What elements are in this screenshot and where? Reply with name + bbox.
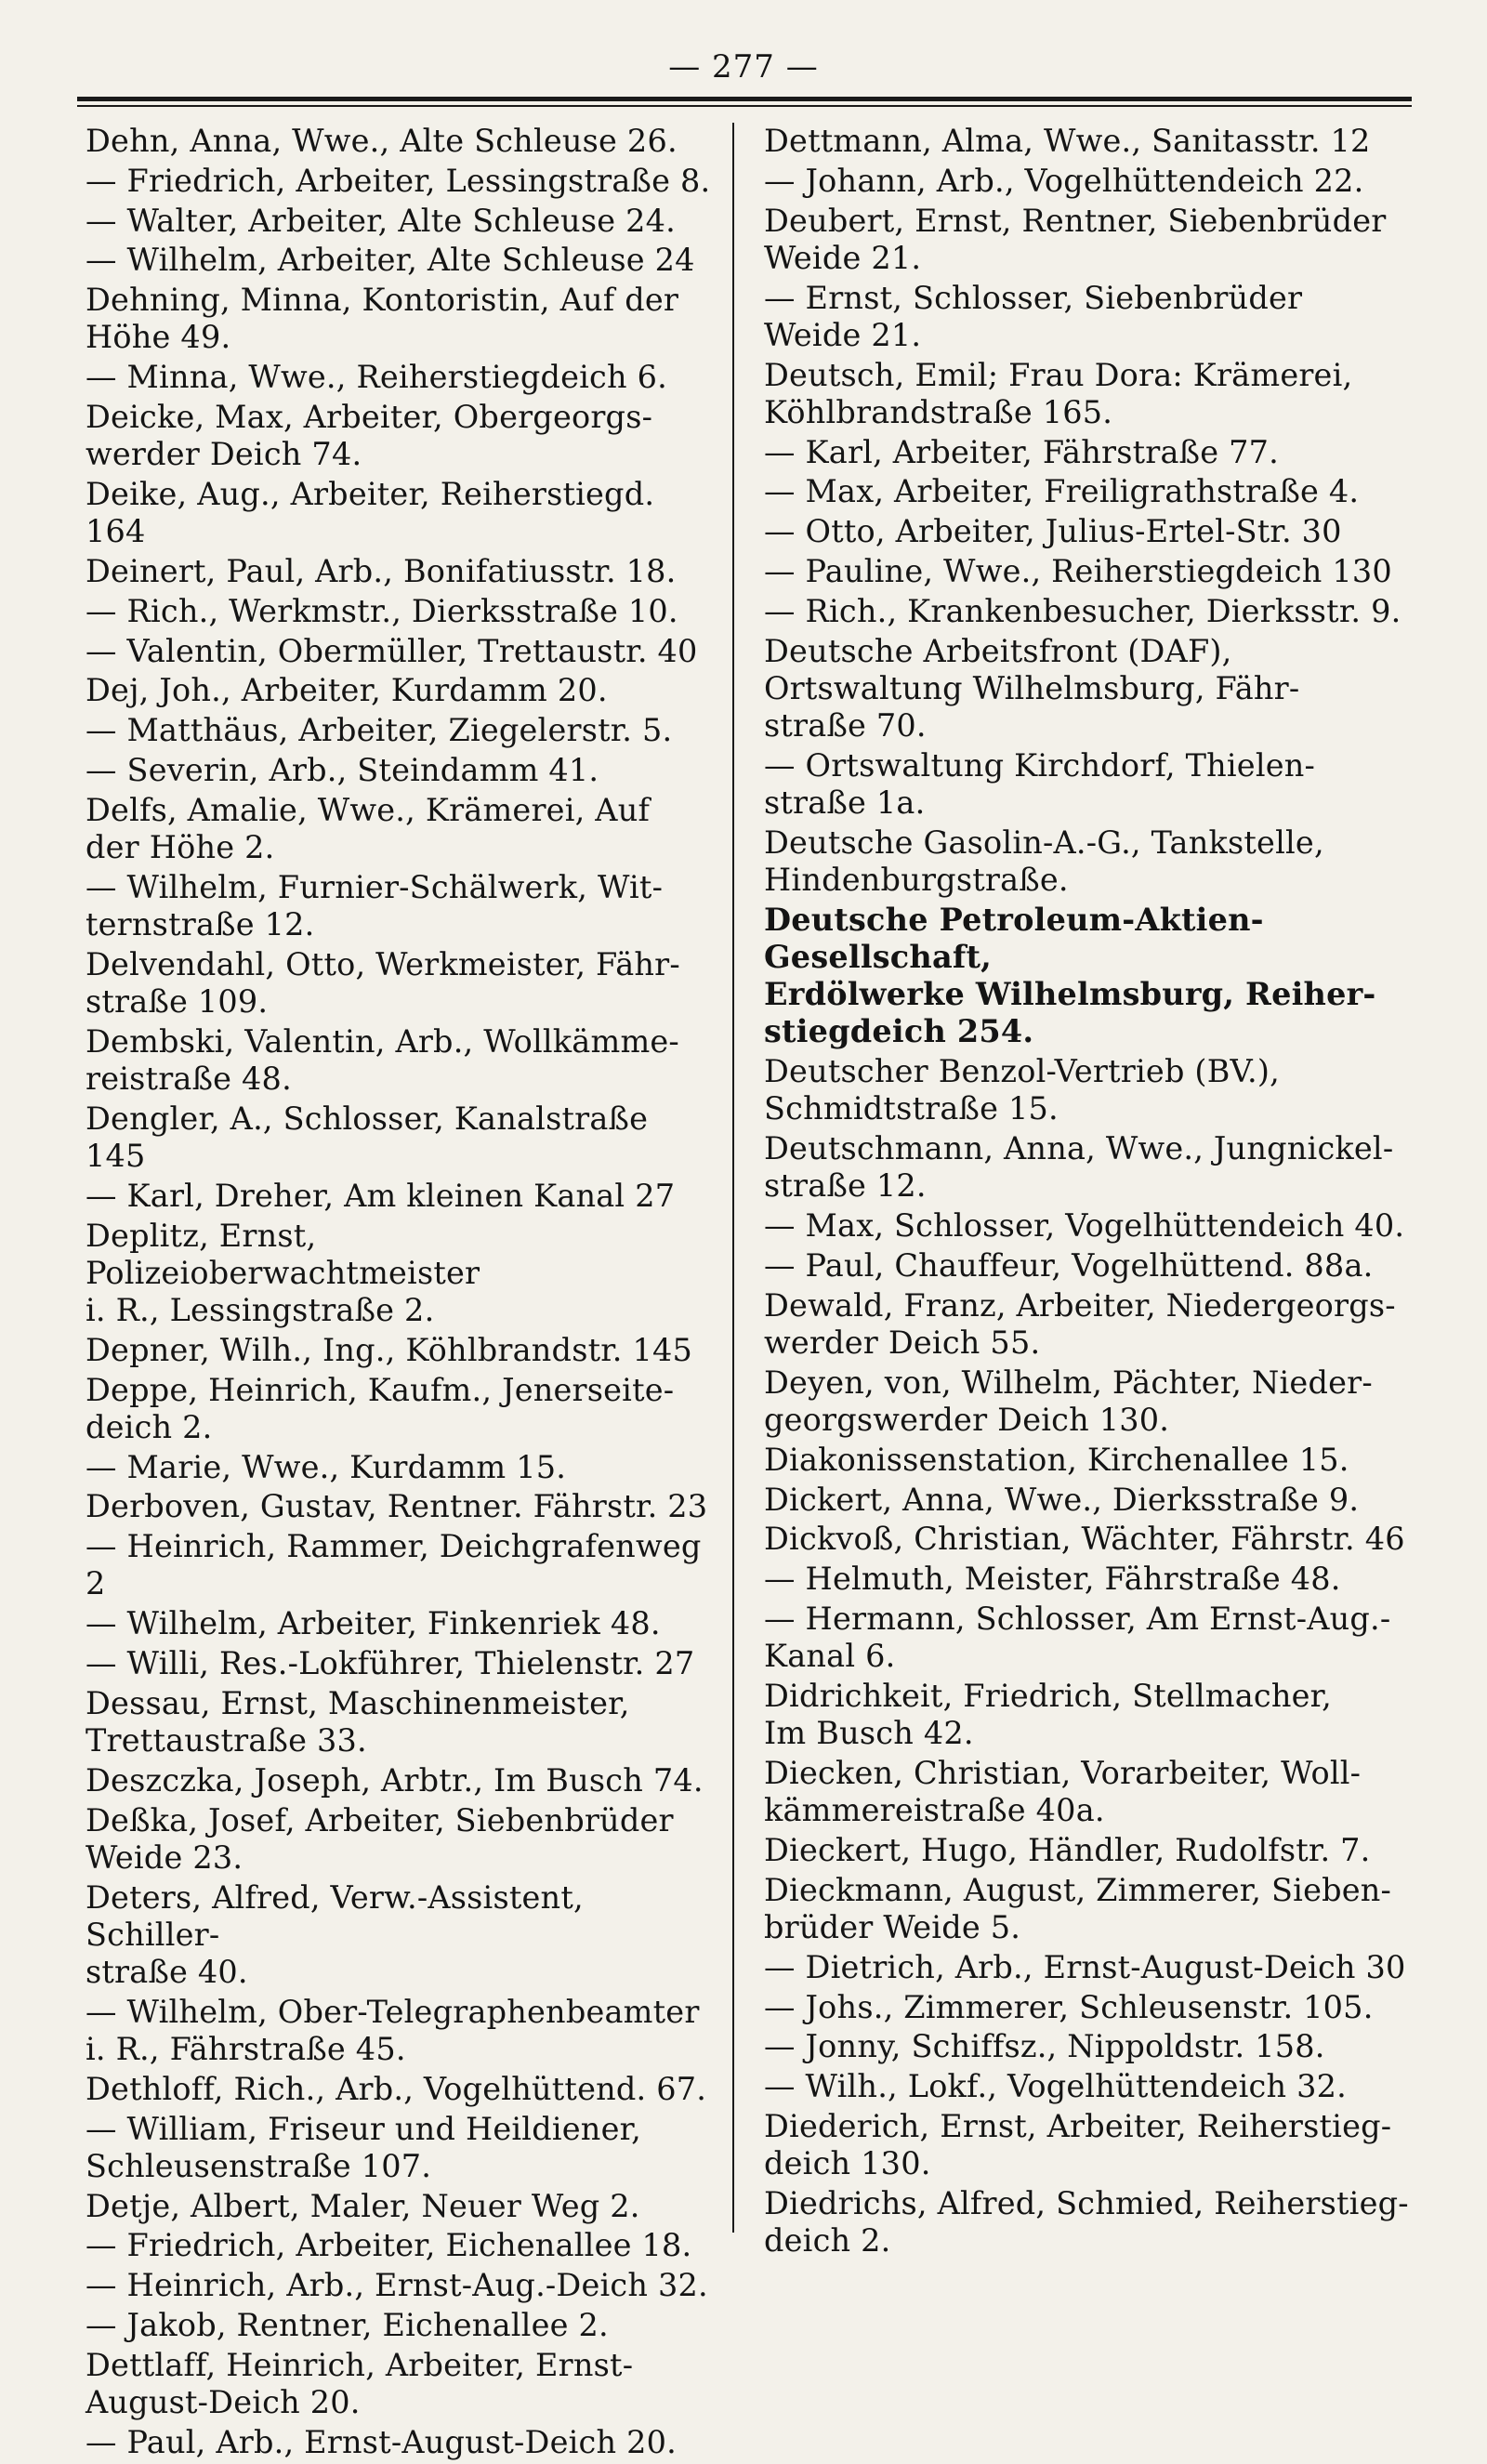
- directory-entry: Deppe, Heinrich, Kaufm., Jenerseite- deich 2.: [86, 1371, 675, 1445]
- directory-entry: — Friedrich, Arbeiter, Eichenallee 18.: [86, 2227, 692, 2264]
- directory-entry: Dewald, Franz, Arbeiter, Niedergeorgs- werder Deich 55.: [764, 1286, 1396, 1361]
- directory-entry: Delfs, Amalie, Wwe., Krämerei, Auf der Höhe 2.: [86, 791, 651, 865]
- directory-entry: Derboven, Gustav, Rentner. Fährstr. 23: [86, 1488, 708, 1525]
- directory-entry: — Helmuth, Meister, Fährstraße 48.: [764, 1561, 1341, 1598]
- directory-entry: Diederich, Ernst, Arbeiter, Reiherstieg- deich 130.: [764, 2107, 1392, 2182]
- directory-entry: Diakonissenstation, Kirchenallee 15.: [764, 1441, 1349, 1478]
- directory-entry: — Otto, Arbeiter, Julius-Ertel-Str. 30: [764, 513, 1342, 550]
- directory-entry: Dickvoß, Christian, Wächter, Fährstr. 46: [764, 1521, 1405, 1558]
- directory-entry: Deinert, Paul, Arb., Bonifatiusstr. 18.: [86, 552, 677, 589]
- directory-entry: — Wilhelm, Arbeiter, Finkenriek 48.: [86, 1605, 661, 1642]
- directory-entry: — Karl, Dreher, Am kleinen Kanal 27: [86, 1177, 676, 1214]
- directory-entry: Didrichkeit, Friedrich, Stellmacher, Im Busch 42.: [764, 1677, 1333, 1752]
- directory-entry: — Karl, Arbeiter, Fährstraße 77.: [764, 433, 1279, 470]
- directory-entry: — Heinrich, Arb., Ernst-Aug.-Deich 32.: [86, 2267, 708, 2304]
- directory-entry: — Willi, Res.-Lokführer, Thielenstr. 27: [86, 1644, 695, 1681]
- directory-entry: — Pauline, Wwe., Reiherstiegdeich 130: [764, 552, 1392, 589]
- right-column: [764, 123, 1415, 2262]
- directory-entry: Dehning, Minna, Kontoristin, Auf der Höhe 49.: [86, 282, 679, 356]
- directory-entry: Dieckert, Hugo, Händler, Rudolfstr. 7.: [764, 1831, 1371, 1868]
- directory-entry: — Hermann, Schlosser, Am Ernst-Aug.- Kanal 6.: [764, 1600, 1391, 1675]
- directory-entry: Dethloff, Rich., Arb., Vogelhüttend. 67.: [86, 2070, 707, 2107]
- directory-entry: — Dietrich, Arb., Ernst-August-Deich 30: [764, 1948, 1406, 1985]
- directory-entry: Dehn, Anna, Wwe., Alte Schleuse 26.: [86, 123, 678, 159]
- directory-entry: — Wilhelm, Ober-Telegraphenbeamter i. R., Fährstraße 45.: [86, 1993, 700, 2067]
- directory-entry: Dettlaff, Heinrich, Arbeiter, Ernst- August-Deich 20.: [86, 2346, 634, 2420]
- directory-entry: — Max, Schlosser, Vogelhüttendeich 40.: [764, 1207, 1405, 1245]
- directory-entry: Deszczka, Joseph, Arbtr., Im Busch 74.: [86, 1761, 704, 1799]
- directory-entry: — Rich., Werkmstr., Dierksstraße 10.: [86, 592, 678, 629]
- directory-entry: — Minna, Wwe., Reiherstiegdeich 6.: [86, 359, 668, 396]
- left-column: [86, 123, 717, 2464]
- directory-entry: Dej, Joh., Arbeiter, Kurdamm 20.: [86, 672, 608, 709]
- directory-entry: Deutscher Benzol-Vertrieb (BV.), Schmidtstraße 15.: [764, 1053, 1281, 1127]
- directory-entry: — Jonny, Schiffsz., Nippoldstr. 158.: [764, 2028, 1325, 2065]
- directory-entry: Deplitz, Ernst, Polizeioberwachtmeister i. R., Lessingstraße 2.: [86, 1217, 480, 1328]
- directory-entry: Deutsch, Emil; Frau Dora: Krämerei, Köhlbrandstraße 165.: [764, 356, 1353, 430]
- directory-entry: Deike, Aug., Arbeiter, Reiherstiegd. 164: [86, 475, 655, 550]
- directory-entry: — William, Friseur und Heildiener, Schleusenstraße 107.: [86, 2110, 641, 2184]
- directory-entry: — Max, Arbeiter, Freiligrathstraße 4.: [764, 473, 1360, 510]
- directory-entry: Deters, Alfred, Verw.-Assistent, Schiller- straße 40.: [86, 1878, 584, 1990]
- directory-entry: Dickert, Anna, Wwe., Dierksstraße 9.: [764, 1481, 1360, 1518]
- page-number: — 277 —: [668, 48, 819, 86]
- directory-entry: — Friedrich, Arbeiter, Lessingstraße 8.: [86, 162, 711, 199]
- directory-entry: — Paul, Arb., Ernst-August-Deich 20.: [86, 2423, 677, 2460]
- directory-entry: Dembski, Valentin, Arb., Wollkämme- reistraße 48.: [86, 1022, 679, 1097]
- directory-entry: — Johs., Zimmerer, Schleusenstr. 105.: [764, 1988, 1374, 2025]
- directory-entry: Dieckmann, August, Zimmerer, Sieben- brüder Weide 5.: [764, 1871, 1392, 1945]
- directory-entry: — Ernst, Schlosser, Siebenbrüder Weide 21.: [764, 279, 1303, 353]
- directory-entry: Deutsche Arbeitsfront (DAF), Ortswaltung Wilhelmsburg, Fähr- straße 70.: [764, 632, 1300, 744]
- directory-entry: Detje, Albert, Maler, Neuer Weg 2.: [86, 2187, 640, 2224]
- header-rule-thin: [77, 105, 1412, 107]
- directory-entry: Deßka, Josef, Arbeiter, Siebenbrüder Weide 23.: [86, 1801, 674, 1876]
- directory-entry: — Matthäus, Arbeiter, Ziegelerstr. 5.: [86, 712, 673, 749]
- directory-entry: — Ortswaltung Kirchdorf, Thielen- straße 1a.: [764, 746, 1316, 821]
- directory-entry: — Paul, Chauffeur, Vogelhüttend. 88a.: [764, 1246, 1374, 1284]
- directory-entry: Dengler, A., Schlosser, Kanalstraße 145: [86, 1100, 649, 1174]
- directory-entry: — Walter, Arbeiter, Alte Schleuse 24.: [86, 202, 676, 239]
- directory-entry: — Rich., Krankenbesucher, Dierksstr. 9.: [764, 592, 1401, 629]
- directory-entry: Depner, Wilh., Ing., Köhlbrandstr. 145: [86, 1331, 693, 1368]
- header-rule-thick: [77, 97, 1412, 101]
- directory-entry: — Heinrich, Rammer, Deichgrafenweg 2: [86, 1528, 702, 1602]
- directory-entry: Deicke, Max, Arbeiter, Obergeorgs- werder Deich 74.: [86, 398, 653, 473]
- directory-entry: Deyen, von, Wilhelm, Pächter, Nieder- georgswerder Deich 130.: [764, 1364, 1373, 1438]
- directory-entry: — Severin, Arb., Steindamm 41.: [86, 751, 599, 788]
- directory-entry: — Johann, Arb., Vogelhüttendeich 22.: [764, 162, 1364, 199]
- directory-entry: Dettmann, Alma, Wwe., Sanitasstr. 12: [764, 123, 1371, 159]
- directory-entry: Deubert, Ernst, Rentner, Siebenbrüder Weide 21.: [764, 202, 1387, 276]
- directory-entry: Deutschmann, Anna, Wwe., Jungnickel- straße 12.: [764, 1130, 1394, 1205]
- bold-company-entry: Deutsche Petroleum-Aktien-Gesellschaft, Erdölwerke Wilhelmsburg, Reiher- stiegdeich 254.: [764, 901, 1376, 1050]
- directory-entry: Delvendahl, Otto, Werkmeister, Fähr- straße 109.: [86, 945, 680, 1020]
- directory-entry: — Valentin, Obermüller, Trettaustr. 40: [86, 632, 698, 669]
- directory-entry: Diecken, Christian, Vorarbeiter, Woll- kämmereistraße 40a.: [764, 1754, 1362, 1829]
- directory-entry: Diedrichs, Alfred, Schmied, Reiherstieg- deich 2.: [764, 2184, 1409, 2260]
- column-divider: [732, 123, 734, 2233]
- directory-entry: — Wilhelm, Furnier-Schälwerk, Wit- ternstraße 12.: [86, 868, 664, 942]
- directory-entry: Dessau, Ernst, Maschinenmeister, Trettaustraße 33.: [86, 1684, 630, 1759]
- directory-entry: — Marie, Wwe., Kurdamm 15.: [86, 1448, 567, 1485]
- directory-entry: — Jakob, Rentner, Eichenallee 2.: [86, 2306, 609, 2343]
- directory-entry: Deutsche Gasolin-A.-G., Tankstelle, Hindenburgstraße.: [764, 824, 1324, 898]
- directory-entry: — Wilh., Lokf., Vogelhüttendeich 32.: [764, 2068, 1347, 2105]
- directory-entry: — Wilhelm, Arbeiter, Alte Schleuse 24: [86, 242, 695, 279]
